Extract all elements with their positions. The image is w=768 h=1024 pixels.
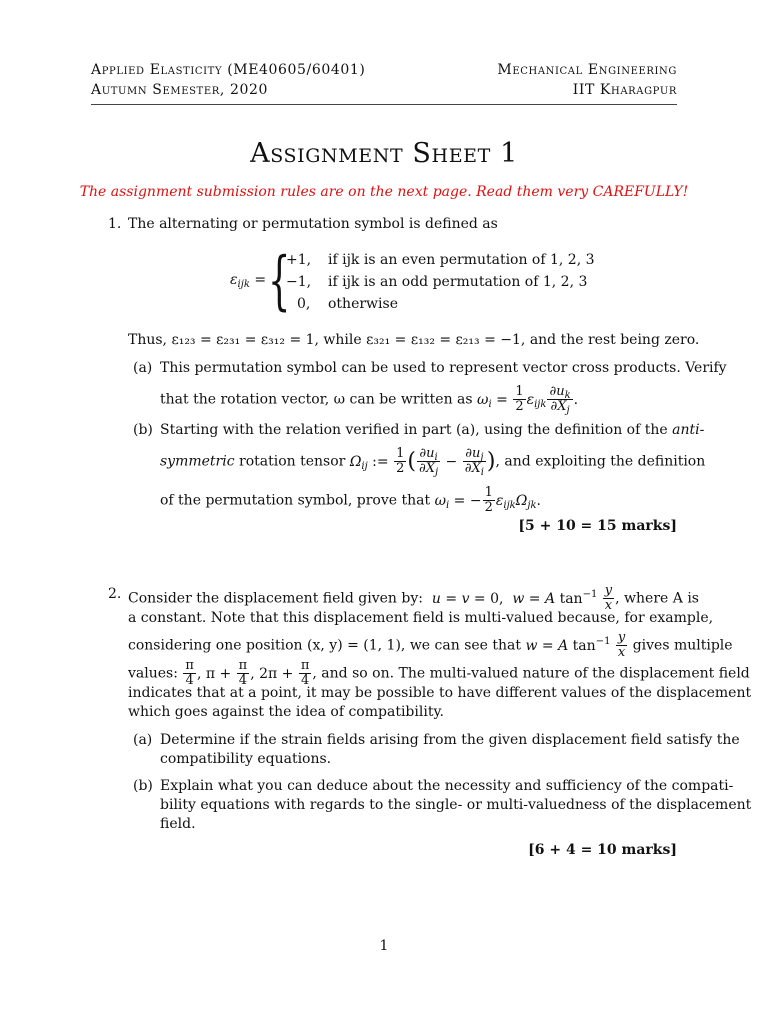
q1b-text3: of the permutation symbol, prove that [160, 492, 431, 509]
q1b-symmetric: symmetric [160, 453, 235, 470]
q2-text1a: Consider the displacement field given by: [128, 590, 423, 607]
q1-number: 1. [108, 216, 122, 232]
q2-text4a: values: [128, 665, 178, 682]
q2-w-formula: w = A $\tan^{-1}$ $\frac{y}{x}$ [525, 630, 626, 660]
q2-line6: which goes against the idea of compatibility. [128, 704, 444, 720]
semester: Autumn Semester, 2020 [91, 82, 268, 98]
q1a-text: that the rotation vector, ω can be written as [160, 391, 473, 408]
epsilon-lhs: $\varepsilon_{ijk}$ = [230, 272, 267, 290]
q2b-line3: field. [160, 816, 196, 832]
q2-line2: a constant. Note that this displacement field is multi-valued because, for example, [128, 610, 714, 626]
q1a-line1: This permutation symbol can be used to represent vector cross products. Verify [160, 360, 727, 376]
institute: IIT Kharagpur [572, 82, 677, 98]
q2-marks: [6 + 4 = 10 marks] [528, 842, 677, 858]
q2a-label: (a) [133, 732, 153, 748]
q1a-formula: $\omega_i$ = $\frac{1}{2}$ $\varepsilon_{ijk}$ $\frac{\partial u_k}{\partial X_j}$ . [477, 384, 579, 416]
q2-text4b: , and so on. The multi-valued nature of the displacement field [312, 665, 750, 682]
q1-marks: [5 + 10 = 15 marks] [518, 518, 677, 534]
q2-line5: indicates that at a point, it may be possible to have different values of the displacement [128, 685, 752, 701]
case-condition-3: otherwise [328, 296, 398, 312]
q2-values-formula: $\frac{\pi}{4}$ , π + $\frac{\pi}{4}$ , 2π + $\frac{\pi}{4}$ [185, 658, 310, 688]
q1b-line3 [160, 486, 541, 515]
q1b-text2b: , and exploiting the definition [495, 453, 706, 470]
case-condition-2: if ijk is an odd permutation of 1, 2, 3 [328, 274, 588, 290]
q2a-line2: compatibility equations. [160, 751, 332, 767]
q2-displacement-formula: u = v = 0, w = A $\tan^{-1}$ $\frac{y}{x}$ [431, 583, 613, 613]
q2-text3b: gives multiple [632, 637, 733, 654]
q2-text3a: considering one position (x, y) = (1, 1), we can see that [128, 637, 522, 654]
q2-text1b: , where A is [615, 590, 699, 607]
department: Mechanical Engineering [497, 62, 677, 78]
header-right [497, 60, 677, 100]
q1b-tensor-formula: $\Omega_{ij}$ := $\frac{1}{2}$ ( $\frac{\partial u_i}{\partial X_j}$ − $\frac{\partial u_j}{\partial X_i}$ ) [349, 446, 496, 478]
course-title: Applied Elasticity (ME40605/60401) [91, 62, 366, 78]
q2b-line2: bility equations with regards to the single- or multi-valuedness of the displacement [160, 797, 752, 813]
q1a-line2 [160, 385, 578, 414]
q1-intro: The alternating or permutation symbol is defined as [128, 216, 498, 232]
q2-number: 2. [108, 586, 122, 602]
q1a-label: (a) [133, 360, 153, 376]
case-value-2: −1, [286, 274, 312, 290]
case-value-1: +1, [286, 252, 312, 268]
submission-notice: The assignment submission rules are on the next page. Read them very CAREFULLY! [79, 184, 689, 200]
case-value-3: 0, [297, 296, 311, 312]
q1b-text1: Starting with the relation verified in part (a), using the definition of the [160, 422, 668, 438]
q1b-label: (b) [133, 422, 153, 438]
header-left [91, 60, 365, 100]
case-condition-1: if ijk is an even permutation of 1, 2, 3 [328, 252, 595, 268]
cases-brace: { [268, 244, 291, 318]
q1-thus: Thus, ε₁₂₃ = ε₂₃₁ = ε₃₁₂ = 1, while ε₃₂₁ = ε₁₃₂ = ε₂₁₃ = −1, and the rest being zero. [128, 332, 700, 348]
q2b-label: (b) [133, 778, 153, 794]
q2a-line1: Determine if the strain fields arising from the given displacement field satisfy the [160, 732, 740, 748]
q1b-anti: anti- [672, 422, 705, 438]
page-number: 1 [379, 938, 389, 954]
q1b-line1 [160, 420, 704, 440]
q1b-text2a: rotation tensor [239, 453, 346, 470]
q2b-line1: Explain what you can deduce about the necessity and sufficiency of the compati- [160, 778, 734, 794]
q1b-prove-formula: $\omega_i$ = − $\frac{1}{2}$ $\varepsilon_{ijk}\Omega_{jk}$. [434, 485, 541, 515]
header-rule [91, 104, 677, 105]
page-title: Assignment Sheet 1 [250, 138, 518, 169]
q2-line3 [128, 631, 733, 660]
q1b-line2 [160, 447, 705, 476]
